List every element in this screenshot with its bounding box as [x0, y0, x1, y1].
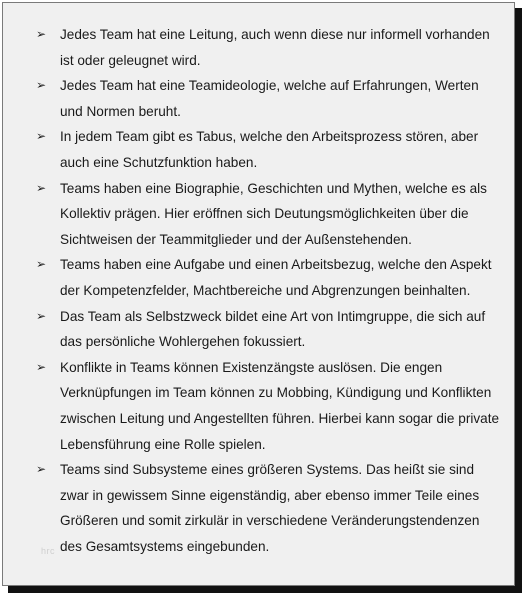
list-item-text: Teams haben eine Aufgabe und einen Arbeitsbezug, welche den Aspekt der Kompetenzfelder, Machtbereiche und Abgrenzungen beinhalten.	[60, 257, 492, 298]
list-item	[3, 73, 514, 124]
arrow-bullet-icon: ➢	[36, 308, 47, 323]
list-item	[3, 252, 514, 303]
arrow-bullet-icon: ➢	[36, 359, 47, 374]
arrow-bullet-icon: ➢	[36, 462, 47, 477]
list-item	[3, 22, 514, 73]
bullet-list	[3, 22, 514, 559]
box-shadow-bottom	[8, 586, 522, 593]
list-item-text: Teams haben eine Biographie, Geschichten und Mythen, welche es als Kollektiv prägen. Hier eröffnen sich Deutungsmöglichkeiten über die Sichtweisen der Teammitglieder und der Außenstehenden.	[60, 180, 487, 247]
list-item-text: Konflikte in Teams können Existenzängste auslösen. Die engen Verknüpfungen im Team können zu Mobbing, Kündigung und Konflikten zwischen Leitung und Angestellten führen. Hierbei kann sogar die private Lebensführung eine Rolle spielen.	[60, 359, 500, 452]
list-item	[3, 124, 514, 175]
text-box	[2, 2, 515, 586]
list-item	[3, 355, 514, 457]
arrow-bullet-icon: ➢	[36, 27, 47, 41]
list-item-text: Das Team als Selbstzweck bildet eine Art von Intimgruppe, die sich auf das persönliche Wohlergehen fokussiert.	[60, 308, 486, 350]
list-item-text: Teams sind Subsysteme eines größeren Systems. Das heißt sie sind zwar in gewissem Sinne eigenständig, aber ebenso immer Teile eines Größeren und somit zirkulär in verschiedene Veränderungstendenzen des Gesamtsystems eingebunden.	[60, 462, 480, 554]
list-item	[3, 176, 514, 253]
list-item-text: In jedem Team gibt es Tabus, welche den Arbeitsprozess stören, aber auch eine Schutzfunktion haben.	[60, 129, 479, 170]
arrow-bullet-icon: ➢	[36, 257, 47, 272]
watermark: hrc	[41, 546, 56, 556]
list-item	[3, 304, 514, 355]
arrow-bullet-icon: ➢	[36, 129, 47, 144]
box-shadow-right	[515, 8, 522, 593]
list-item-text: Jedes Team hat eine Leitung, auch wenn diese nur informell vorhanden ist oder geleugnet wird.	[60, 27, 490, 68]
arrow-bullet-icon: ➢	[36, 180, 47, 195]
arrow-bullet-icon: ➢	[36, 78, 47, 93]
list-item	[3, 457, 514, 559]
list-item-text: Jedes Team hat eine Teamideologie, welche auf Erfahrungen, Werten und Normen beruht.	[60, 78, 479, 119]
